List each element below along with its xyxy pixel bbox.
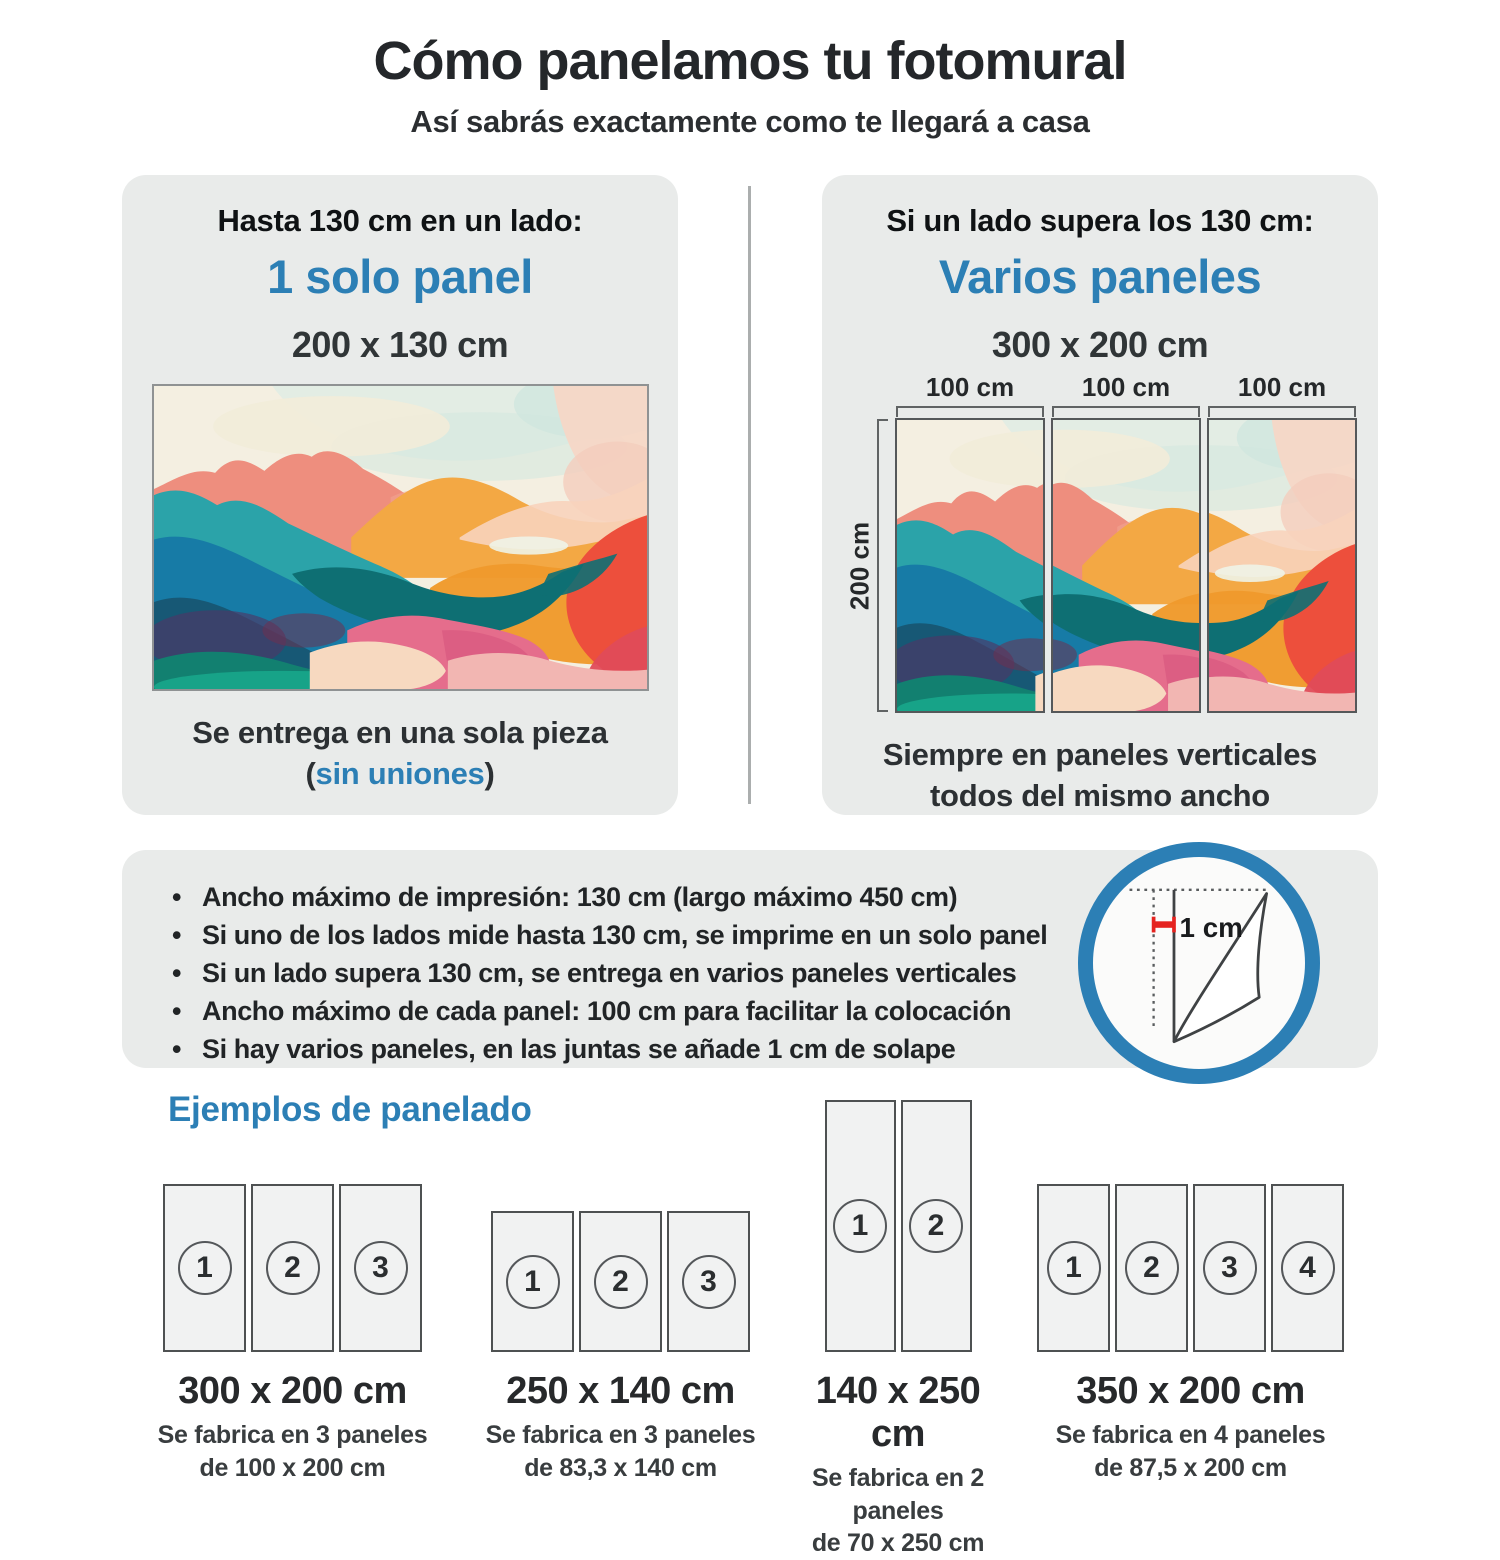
- mural-panels: [895, 418, 1357, 713]
- example-panel: [339, 1184, 422, 1352]
- single-panel-card: [122, 175, 678, 815]
- example-size: 250 x 140 cm: [506, 1370, 735, 1412]
- panel-number-badge: 4: [1281, 1241, 1335, 1295]
- top-bracket: [1208, 406, 1356, 418]
- panel-number-badge: 3: [354, 1241, 408, 1295]
- rule-item: • Ancho máximo de impresión: 130 cm (largo máximo 450 cm): [172, 878, 1378, 916]
- panels-caption-line1: Siempre en paneles verticales: [882, 737, 1318, 772]
- mural-panel-1: [895, 418, 1045, 713]
- panel-number-badge: 2: [594, 1255, 648, 1309]
- examples-heading: Ejemplos de panelado: [168, 1090, 532, 1129]
- overlap-circle-icon: [1078, 842, 1320, 1084]
- height-label: 200 cm: [844, 521, 875, 610]
- example-group-1: [150, 1100, 435, 1484]
- card-condition: Hasta 130 cm en un lado:: [217, 203, 583, 238]
- example-desc-line2: de 87,5 x 200 cm: [1094, 1453, 1287, 1482]
- card-size: 200 x 130 cm: [291, 324, 509, 365]
- example-panel: [901, 1100, 972, 1352]
- example-size: 300 x 200 cm: [178, 1370, 407, 1412]
- multi-panel-card: [822, 175, 1378, 815]
- example-desc-line2: de 70 x 250 cm: [811, 1529, 985, 1557]
- example-group-4: [1028, 1100, 1353, 1484]
- width-labels: [895, 374, 1357, 406]
- paren-open: (: [305, 755, 316, 791]
- mural-panel-3: [1207, 418, 1357, 713]
- example-panel: [251, 1184, 334, 1352]
- example-desc-line2: de 83,3 x 140 cm: [524, 1453, 717, 1482]
- mural-panel-2: [1051, 418, 1201, 713]
- rule-item: • Si hay varios paneles, en las juntas se añade 1 cm de solape: [172, 1030, 1378, 1068]
- card-condition: Si un lado supera los 130 cm:: [886, 203, 1314, 238]
- example-desc-line2: de 100 x 200 cm: [199, 1453, 386, 1482]
- width-label: 100 cm: [1237, 372, 1327, 402]
- example-desc: [150, 1419, 435, 1484]
- example-panels: [1028, 1100, 1353, 1352]
- watercolor-art-slice: [1209, 420, 1355, 711]
- side-bracket: [877, 419, 889, 712]
- page-curl-icon: [1120, 875, 1278, 1051]
- example-panels: [478, 1100, 763, 1352]
- watercolor-art-slice: [897, 420, 1043, 711]
- example-panel: [491, 1211, 574, 1352]
- panels-caption: [822, 735, 1378, 817]
- panels-caption-line2: todos del mismo ancho: [930, 777, 1270, 813]
- top-brackets: [895, 406, 1357, 418]
- card-headline: Varios paneles: [938, 250, 1262, 303]
- example-size: 140 x 250 cm: [815, 1370, 981, 1455]
- example-panels: [150, 1100, 435, 1352]
- delivery-caption: [122, 713, 678, 795]
- watercolor-art-slice: [1053, 420, 1199, 711]
- page-subtitle: Así sabrás exactamente como te llegará a casa: [410, 104, 1090, 139]
- page-header: [0, 30, 1500, 140]
- example-panel: [667, 1211, 750, 1352]
- paren-close: ): [484, 755, 495, 791]
- example-panel: [579, 1211, 662, 1352]
- no-seams-highlight: sin uniones: [315, 755, 485, 791]
- example-panels: [788, 1100, 1008, 1352]
- rule-item: • Si un lado supera 130 cm, se entrega en varios paneles verticales: [172, 954, 1378, 992]
- example-desc-line1: Se fabrica en 2 paneles: [812, 1464, 984, 1525]
- panel-measurement-diagram: [843, 374, 1357, 713]
- example-panel: [825, 1100, 896, 1352]
- delivery-caption-line2: [122, 754, 678, 795]
- top-bracket: [896, 406, 1044, 418]
- height-label-wrap: [843, 418, 877, 713]
- panel-number-badge: 1: [506, 1255, 560, 1309]
- panel-number-badge: 1: [178, 1241, 232, 1295]
- card-divider: [748, 186, 751, 804]
- example-desc: [478, 1419, 763, 1484]
- example-panel: [1193, 1184, 1266, 1352]
- example-panel: [1115, 1184, 1188, 1352]
- panel-number-badge: 3: [1203, 1241, 1257, 1295]
- panel-number-badge: 1: [1047, 1241, 1101, 1295]
- example-desc-line1: Se fabrica en 3 paneles: [485, 1421, 756, 1449]
- overlap-label: 1 cm: [1179, 912, 1243, 944]
- example-panel: [163, 1184, 246, 1352]
- card-headline: 1 solo panel: [267, 250, 533, 303]
- watercolor-art: [154, 386, 647, 689]
- panel-number-badge: 2: [909, 1199, 963, 1253]
- rule-item: • Ancho máximo de cada panel: 100 cm para facilitar la colocación: [172, 992, 1378, 1030]
- width-label: 100 cm: [925, 372, 1015, 402]
- rule-item: • Si uno de los lados mide hasta 130 cm, se imprime en un solo panel: [172, 916, 1378, 954]
- delivery-caption-line1: Se entrega en una sola pieza: [192, 715, 608, 750]
- panel-number-badge: 3: [682, 1255, 736, 1309]
- panel-number-badge: 1: [833, 1199, 887, 1253]
- example-size: 350 x 200 cm: [1076, 1370, 1305, 1412]
- card-size: 300 x 200 cm: [991, 324, 1209, 365]
- example-desc-line1: Se fabrica en 3 paneles: [157, 1421, 428, 1449]
- example-desc: [788, 1462, 1008, 1560]
- mural-artwork-single: [152, 384, 649, 691]
- example-group-2: [478, 1100, 763, 1484]
- example-desc: [1028, 1419, 1353, 1484]
- example-panel: [1271, 1184, 1344, 1352]
- panel-number-badge: 2: [266, 1241, 320, 1295]
- example-panel: [1037, 1184, 1110, 1352]
- page-title: Cómo panelamos tu fotomural: [373, 31, 1127, 91]
- example-desc-line1: Se fabrica en 4 paneles: [1055, 1421, 1326, 1449]
- top-bracket: [1052, 406, 1200, 418]
- panel-number-badge: 2: [1125, 1241, 1179, 1295]
- width-label: 100 cm: [1081, 372, 1171, 402]
- example-group-3: [788, 1100, 1008, 1560]
